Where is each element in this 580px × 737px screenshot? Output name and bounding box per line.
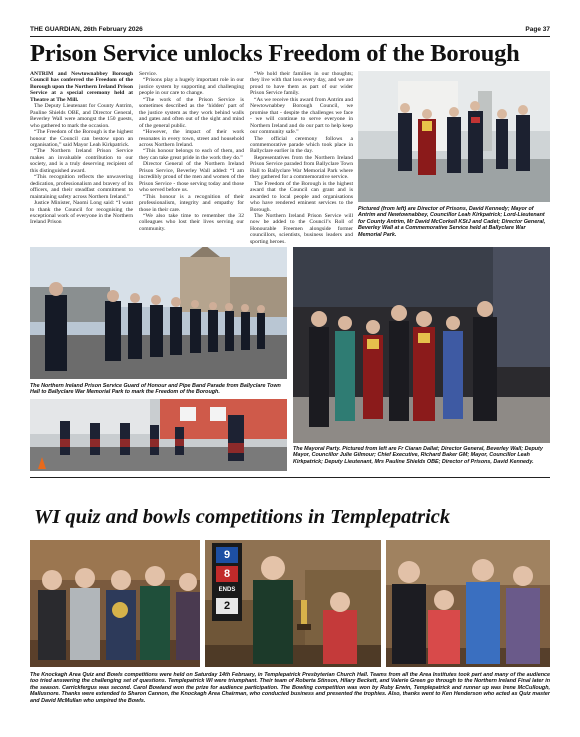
photo-war-memorial-group: [358, 71, 550, 202]
article-paragraph: The Freedom of the Borough is the highest award that the Council can grant and is awarded to local people and organisations who have rendered eminent services to the Borough.: [250, 180, 353, 213]
caption-parade: The Northern Ireland Prison Service Guard of Honour and Pipe Band Parade from Ballyclare Town Hall to Ballyclare War Memorial Park to mark the Freedom of the Borough.: [30, 383, 281, 396]
article-paragraph: “This recognition reflects the unwavering dedication, professionalism and bravery of its officers, and their steadfast commitment to maintaining safety across Northern Ireland.”: [30, 174, 133, 200]
caption-war-memorial: Pictured (from left) are Director of Prisons, David Kennedy; Mayor of Antrim and Newtownabbey, Councillor Leah Kirkpatrick; Lord-Lieutenant for County Antrim, Mr David McCorkell KStJ and Cadet; Director General, Beverley Wall at a Commemorative Service held at Ballyclare War Memorial Park.: [358, 206, 546, 238]
masthead: [30, 25, 550, 37]
photo-quiz-team-illustration: [30, 540, 200, 667]
article-paragraph: “This honour is a recognition of their professionalism, integrity and empathy for those in their care.: [139, 193, 244, 213]
article-paragraph: Director General of the Northern Ireland Prison Service, Beverley Wall added: “I am incredibly proud of the men and women of the Prison Service - those serving today and those who served before us.: [139, 161, 244, 194]
score-label: ENDS: [218, 587, 236, 593]
article-paragraph: Representatives from the Northern Ireland Prison Service paraded from Ballyclare Town Hall to Ballyclare War Memorial Park where they gathered for a commemorative service.: [250, 154, 353, 181]
article-paragraph: “However, the impact of their work resonates in every town, street and household across Northern Ireland.: [139, 129, 244, 148]
article-column-2: [139, 71, 244, 246]
article-paragraph: “We hold their families in our thoughts; they live with that loss every day, and we are proud to have them as part of our wider Prison Service family.: [250, 71, 353, 97]
article-paragraph: The Deputy Lieutenant for County Antrim, Pauline Shields OBE, and Director General, Beverley Wall were amongst the 150 guests, who gathered to mark the occasion.: [30, 103, 133, 129]
article-paragraph: “Prisons play a hugely important role in our justice system by supporting and challenging people in our care to change.: [139, 77, 244, 97]
caption-mayoral-party: The Mayoral Party. Pictured from left are Fr Ciaran Dallat; Director General, Beverley Wall; Deputy Mayor, Councillor Julie Gilmour; Chief Executive, Richard Baker GM; Mayor, Councillor Leah Kirkpatrick; Deputy Lieutenant, Mrs Pauline Shields OBE; Director of Prisons, David Kennedy.: [293, 446, 543, 465]
article-column-1: [30, 71, 133, 246]
article-paragraph: “The Northern Ireland Prison Service makes an invaluable contribution to our society, and is a truly deserving recipient of this distinguished award.: [30, 148, 133, 174]
article-paragraph: The official ceremony follows a commemorative parade which took place in Ballyclare earlier in the day.: [250, 135, 353, 155]
photo-quiz-team-2: [386, 540, 550, 667]
article-paragraph: “This honour belongs to each of them, and they can take great pride in the work they do.”: [139, 148, 244, 161]
headline-wi-quiz: WI quiz and bowls competitions in Templepatrick: [34, 506, 451, 528]
article-paragraph: ANTRIM and Newtownabbey Borough Council has conferred the Freedom of the Borough upon the Northern Ireland Prison Service at a special ceremony held at Theatre at The Mill.: [30, 71, 133, 103]
article-paragraph: Service.: [139, 71, 158, 77]
score-panel: 8: [216, 566, 238, 582]
article-paragraph: Justice Minister, Naomi Long said: “I want to thank the Council for recognising the exceptional work of everyone in the Northern Ireland Prison: [30, 200, 133, 226]
article-paragraph: “The Freedom of the Borough is the highest honour the Council can bestow upon an organisation,” said Mayor Leah Kirkpatrick.: [30, 129, 133, 148]
photo-pipe-band: [30, 399, 287, 471]
headline-prison-service: Prison Service unlocks Freedom of the Borough: [30, 40, 520, 67]
article-column-3: [250, 71, 353, 247]
page-number: Page 37: [525, 26, 550, 33]
article-paragraph: “The work of the Prison Service is sometimes described as the ‘hidden’ part of the justice system as they work behind walls and gates and often out of the sight and mind of the general public.: [139, 96, 244, 129]
scoreboard: [212, 543, 242, 621]
article-paragraph: “As we receive this award from Antrim and Newtownabbey Borough Council, we promise that - despite the challenges we face - we will continue to serve everyone in Northern Ireland and do our part to help keep our community safe.”: [250, 96, 353, 136]
score-panel: 9: [216, 547, 238, 563]
section-divider: [30, 477, 550, 478]
photo-mayoral-party: [293, 247, 550, 443]
score-panel: 2: [216, 598, 238, 614]
photo-parade-illustration: [30, 247, 287, 379]
photo-quiz-team-1: [30, 540, 200, 667]
article-paragraph: “We also take time to remember the 32 colleagues who lost their lives serving our community.: [139, 212, 244, 232]
caption-wi-quiz-bowls: The Knockagh Area Quiz and Bowls competitions were held on Saturday 14th February, in Templepatrick Presbyterian Church Hall. Teams from all the Area Institutes took part and many of the audience too tried answering the challenging set of questions. Templepatrick WI were triumphant. Their team of Roberta Stinson, Hilary Beckett, and Valerie Green go through to the Northern Ireland Final later in the season. Carrickfergus was second. Carol Bowland won the prize for audience participation. The Bowling competition was won by Ruby Erwin, Templepatrick and runner up was Irene McCullough, Mallusnore. Thanks were extended to Sharon Cannon, the Knockagh Area Chairman, who conducted business and presented the trophies. Also, thanks went to Ken Henderson who acted as Quiz master and David McMullan who umpired the Bowls.: [30, 672, 550, 704]
photo-mayoral-party-illustration: [293, 247, 550, 443]
photo-pipe-band-illustration: [30, 399, 287, 471]
photo-parade-guard-of-honour: [30, 247, 287, 379]
paper-date: THE GUARDIAN, 26th February 2026: [30, 26, 143, 33]
article-paragraph: The Northern Ireland Prison Service will now be added to the Council’s Roll of Honourable Freemen alongside former councillors, scientists, business leaders and sporting heroes.: [250, 212, 353, 245]
photo-war-memorial-illustration: [358, 71, 550, 202]
photo-quiz-team-2-illustration: [386, 540, 550, 667]
